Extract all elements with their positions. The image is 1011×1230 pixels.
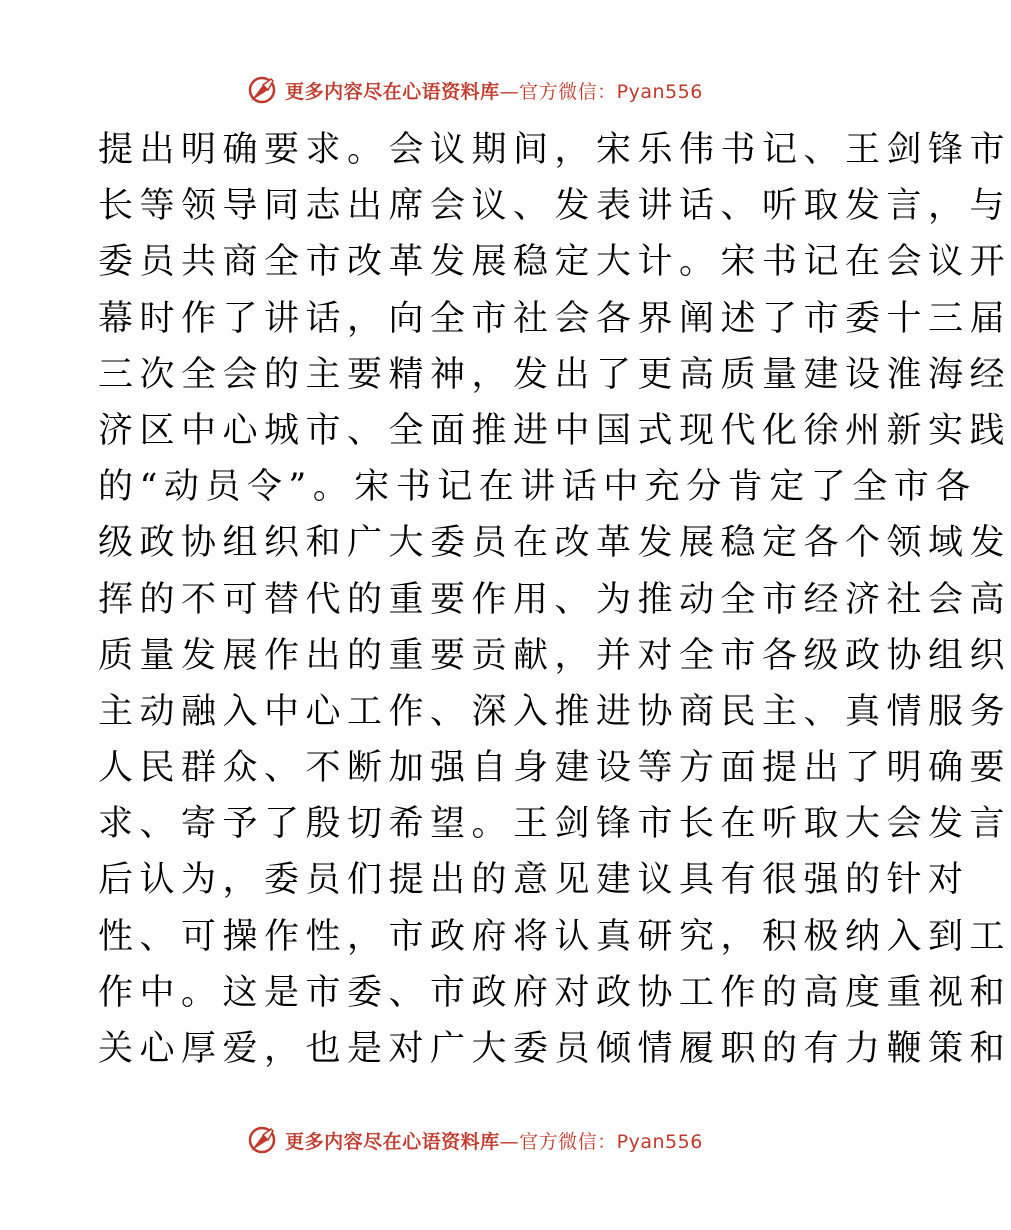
text-line: 的“动员令”。宋书记在讲话中充分肯定了全市各 <box>98 467 977 508</box>
text-line: 质量发展作出的重要贡献，并对全市各级政协组织 <box>98 635 1011 676</box>
pen-nib-circle-icon <box>247 1125 277 1155</box>
text-line: 级政协组织和广大委员在改革发展稳定各个领域发 <box>98 523 1011 564</box>
document-body <box>98 122 1011 1077</box>
text-line: 幕时作了讲话，向全市社会各界阐述了市委十三届 <box>98 298 1011 339</box>
text-line: 后认为，委员们提出的意见建议具有很强的针对 <box>98 860 970 901</box>
text-line: 主动融入中心工作、深入推进协商民主、真情服务 <box>98 691 1011 732</box>
header-banner <box>0 70 950 110</box>
pen-nib-circle-icon <box>247 75 277 105</box>
footer-banner <box>0 1120 950 1160</box>
text-line: 提出明确要求。会议期间，宋乐伟书记、王剑锋市 <box>98 130 1011 170</box>
text-line: 作中。这是市委、市政府对政协工作的高度重视和 <box>98 972 1011 1013</box>
footer-banner-text: 更多内容尽在心语资料库—官方微信：Pyan556 <box>285 1130 703 1153</box>
text-line: 委员共商全市改革发展稳定大计。宋书记在会议开 <box>98 242 1011 283</box>
text-line: 求、寄予了殷切希望。王剑锋市长在听取大会发言 <box>98 804 1011 845</box>
header-banner-text: 更多内容尽在心语资料库—官方微信：Pyan556 <box>285 80 703 103</box>
text-line: 性、可操作性，市政府将认真研究，积极纳入到工 <box>98 916 1011 957</box>
text-line: 长等领导同志出席会议、发表讲话、听取发言，与 <box>98 186 1011 227</box>
text-line: 人民群众、不断加强自身建设等方面提出了明确要 <box>98 748 1011 789</box>
text-line: 关心厚爱，也是对广大委员倾情履职的有力鞭策和 <box>98 1029 1011 1069</box>
text-line: 挥的不可替代的重要作用、为推动全市经济社会高 <box>98 579 1011 620</box>
text-line: 三次全会的主要精神，发出了更高质量建设淮海经 <box>98 354 1011 395</box>
text-line: 济区中心城市、全面推进中国式现代化徐州新实践 <box>98 410 1011 451</box>
